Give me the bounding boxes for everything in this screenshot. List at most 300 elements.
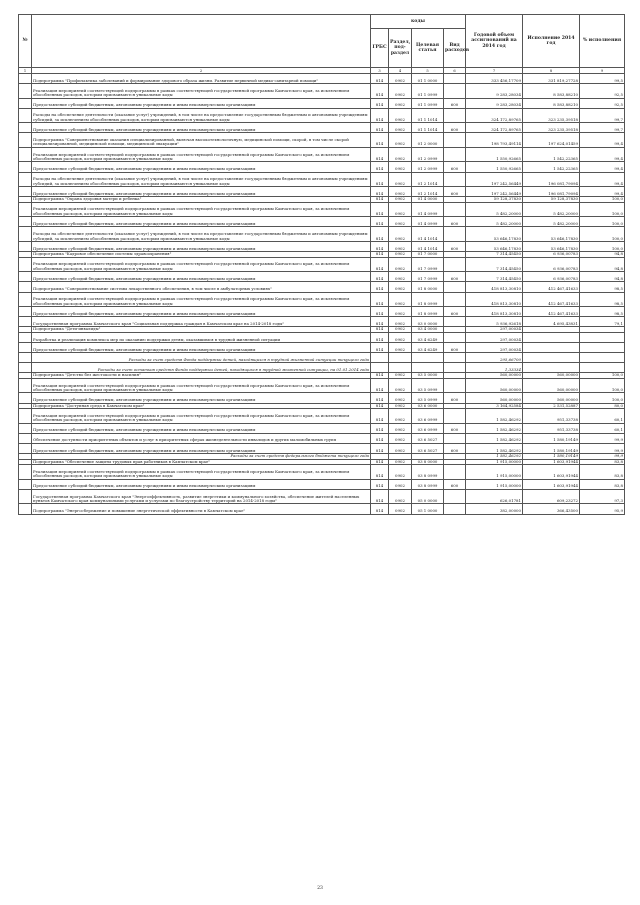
row-expense-type-cell bbox=[444, 409, 466, 424]
budget-report-sheet bbox=[18, 14, 624, 515]
row-execution-cell: 560,00000 bbox=[523, 378, 580, 393]
table-row bbox=[19, 317, 625, 327]
row-execution-cell: 8 583,88210 bbox=[523, 98, 580, 108]
row-target-article-cell: 03 0 0000 bbox=[412, 317, 444, 327]
row-name-cell: Предоставление субсидий бюджетным, автономным учреждениям и иным некоммерческим организациям bbox=[32, 242, 371, 252]
table-row bbox=[19, 242, 625, 252]
row-annual-plan-cell: 1 582,46292 bbox=[466, 443, 523, 453]
row-name-cell: Предоставление субсидий бюджетным, автономным учреждениям и иным некоммерческим организациям bbox=[32, 307, 371, 317]
row-expense-type-cell bbox=[444, 353, 466, 363]
row-target-article-cell: 03 6 5027 bbox=[412, 443, 444, 453]
row-percent-cell: 99,4 bbox=[580, 187, 625, 197]
row-name-cell: Государственная программа Камчатского края "Социальная поддержка граждан в Камчатском крае на 2014-2018 годы" bbox=[32, 317, 371, 327]
row-number-cell bbox=[19, 202, 32, 217]
row-percent-cell bbox=[580, 353, 625, 363]
header-target-article: Целевая статья bbox=[412, 29, 444, 68]
row-percent-cell: 100,0 bbox=[580, 197, 625, 203]
table-row bbox=[19, 98, 625, 108]
table-row bbox=[19, 84, 625, 99]
row-section-cell: 0902 bbox=[389, 465, 412, 480]
row-grbs-cell: 814 bbox=[371, 373, 389, 379]
row-execution-cell: 6 936,00783 bbox=[523, 252, 580, 258]
row-expense-type-cell bbox=[444, 282, 466, 292]
row-percent-cell: 99,9 bbox=[580, 433, 625, 443]
row-annual-plan-cell: 3 164,92584 bbox=[466, 403, 523, 409]
row-annual-plan-cell: 53 646,17830 bbox=[466, 227, 523, 242]
table-row bbox=[19, 465, 625, 480]
row-grbs-cell: 814 bbox=[371, 147, 389, 162]
row-execution-cell: 196 081,79094 bbox=[523, 187, 580, 197]
row-expense-type-cell bbox=[444, 84, 466, 99]
row-name-cell: Подпрограмма "Детство без жестокости и насилия" bbox=[32, 373, 371, 379]
row-target-article-cell: 01 2 0999 bbox=[412, 147, 444, 162]
row-section-cell: 0902 bbox=[389, 292, 412, 307]
column-index: 2 bbox=[32, 68, 371, 74]
row-target-article-cell: 05 1 0000 bbox=[412, 504, 444, 514]
row-target-article-cell: 03 6 0000 bbox=[412, 403, 444, 409]
row-target-article-cell: 01 1 0999 bbox=[412, 98, 444, 108]
row-grbs-cell: 814 bbox=[371, 489, 389, 504]
table-row bbox=[19, 217, 625, 227]
row-execution-cell: 1 580,19149 bbox=[523, 433, 580, 443]
table-row bbox=[19, 433, 625, 443]
row-target-article-cell: 05 0 0000 bbox=[412, 489, 444, 504]
row-name-cell: Расходы на обеспечение деятельности (оказание услуг) учреждений, в том числе на предоставление государственным бюджетным и автономным учреждениям субсидий, за исключением обособленных расходов, которым присваиваются уникальные коды bbox=[32, 108, 371, 123]
row-annual-plan-cell: 9 283,28034 bbox=[466, 98, 523, 108]
column-index: 9 bbox=[580, 68, 625, 74]
row-expense-type-cell: 600 bbox=[444, 123, 466, 133]
row-number-cell bbox=[19, 257, 32, 272]
row-section-cell: 0902 bbox=[389, 332, 412, 342]
table-row bbox=[19, 409, 625, 424]
row-percent-cell: 83,8 bbox=[580, 465, 625, 480]
table-row bbox=[19, 307, 625, 317]
row-number-cell bbox=[19, 353, 32, 363]
row-annual-plan-cell: 1 582,46292 bbox=[466, 454, 523, 460]
row-execution-cell: 366,43500 bbox=[523, 504, 580, 514]
row-section-cell: 0902 bbox=[389, 197, 412, 203]
row-grbs-cell: 814 bbox=[371, 272, 389, 282]
row-target-article-cell: 01 1 0000 bbox=[412, 74, 444, 84]
row-number-cell bbox=[19, 479, 32, 489]
row-percent-cell: 60,1 bbox=[580, 409, 625, 424]
row-target-article-cell: 03 8 0999 bbox=[412, 479, 444, 489]
row-section-cell: 0902 bbox=[389, 257, 412, 272]
table-row bbox=[19, 147, 625, 162]
row-annual-plan-cell: 198 793,49114 bbox=[466, 133, 523, 148]
row-expense-type-cell bbox=[444, 292, 466, 307]
table-row bbox=[19, 227, 625, 242]
row-annual-plan-cell: 1 550,92665 bbox=[466, 162, 523, 172]
row-annual-plan-cell: 9 283,28034 bbox=[466, 84, 523, 99]
row-annual-plan-cell: 333 456,17709 bbox=[466, 74, 523, 84]
row-percent-cell: 100,0 bbox=[580, 242, 625, 252]
row-execution-cell: 1 603,91944 bbox=[523, 479, 580, 489]
row-target-article-cell: 01 4 0999 bbox=[412, 217, 444, 227]
row-annual-plan-cell: 560,00000 bbox=[466, 393, 523, 403]
row-name-cell: Предоставление субсидий бюджетным, автономным учреждениям и иным некоммерческим организациям bbox=[32, 217, 371, 227]
row-section-cell: 0902 bbox=[389, 98, 412, 108]
row-expense-type-cell: 600 bbox=[444, 242, 466, 252]
table-row bbox=[19, 393, 625, 403]
row-name-cell: Предоставление субсидий бюджетным, автономным учреждениям и иным некоммерческим организациям bbox=[32, 98, 371, 108]
row-percent-cell: 92,5 bbox=[580, 98, 625, 108]
row-number-cell bbox=[19, 292, 32, 307]
row-percent-cell: 94,8 bbox=[580, 252, 625, 258]
row-annual-plan-cell: 560,00000 bbox=[466, 378, 523, 393]
row-target-article-cell: 01 2 1014 bbox=[412, 187, 444, 197]
row-name-cell: Предоставление субсидий бюджетным, автономным учреждениям и иным некоммерческим организациям bbox=[32, 479, 371, 489]
row-section-cell: 0902 bbox=[389, 84, 412, 99]
row-name-cell: Предоставление субсидий бюджетным, автономным учреждениям и иным некоммерческим организациям bbox=[32, 423, 371, 433]
row-annual-plan-cell: 297,00034 bbox=[466, 342, 523, 352]
row-target-article-cell bbox=[412, 353, 444, 363]
row-target-article-cell: 03 6 5027 bbox=[412, 433, 444, 443]
row-expense-type-cell: 600 bbox=[444, 187, 466, 197]
row-name-cell: Реализация мероприятий соответствующей подпрограммы в рамках соответствующей государственной программы Камчатского края, за исключением обособленных расходов, которым присваиваются уникальные коды bbox=[32, 147, 371, 162]
row-section-cell: 0902 bbox=[389, 108, 412, 123]
row-section-cell: 0902 bbox=[389, 373, 412, 379]
row-execution-cell: 412 467,41633 bbox=[523, 292, 580, 307]
table-row bbox=[19, 123, 625, 133]
table-row bbox=[19, 187, 625, 197]
row-grbs-cell: 814 bbox=[371, 433, 389, 443]
row-annual-plan-cell: 1 582,46292 bbox=[466, 423, 523, 433]
row-name-cell: Подпрограмма "Доступная среда в Камчатском крае" bbox=[32, 403, 371, 409]
row-name-cell: Расходы за счет средств федерального бюджета текущего года bbox=[32, 454, 371, 460]
row-target-article-cell: 01 1 1014 bbox=[412, 123, 444, 133]
row-name-cell: Подпрограмма "Кадровое обеспечение системы здравоохранения" bbox=[32, 252, 371, 258]
row-annual-plan-cell: 7 314,45450 bbox=[466, 252, 523, 258]
row-name-cell: Подпрограмма "Энергосбережение и повышение энергетической эффективности в Камчатском крае" bbox=[32, 504, 371, 514]
row-section-cell: 0902 bbox=[389, 393, 412, 403]
table-row bbox=[19, 172, 625, 187]
row-expense-type-cell bbox=[444, 378, 466, 393]
row-number-cell bbox=[19, 74, 32, 84]
row-execution-cell bbox=[523, 353, 580, 363]
row-name-cell: Реализация мероприятий соответствующей подпрограммы в рамках соответствующей государственной программы Камчатского края, за исключением обособленных расходов, которым присваиваются уникальные коды bbox=[32, 378, 371, 393]
row-execution-cell: 5 482,20000 bbox=[523, 217, 580, 227]
row-section-cell: 0902 bbox=[389, 133, 412, 148]
row-annual-plan-cell: 5 482,20000 bbox=[466, 217, 523, 227]
row-target-article-cell: 01 2 1014 bbox=[412, 172, 444, 187]
row-number-cell bbox=[19, 423, 32, 433]
row-execution-cell: 951,33738 bbox=[523, 409, 580, 424]
row-number-cell bbox=[19, 84, 32, 99]
row-expense-type-cell bbox=[444, 133, 466, 148]
column-index: 5 bbox=[412, 68, 444, 74]
row-name-cell: Реализация мероприятий соответствующей подпрограммы в рамках соответствующей государственной программы Камчатского края, за исключением обособленных расходов, которым присваиваются уникальные коды bbox=[32, 409, 371, 424]
row-number-cell bbox=[19, 187, 32, 197]
row-grbs-cell: 814 bbox=[371, 187, 389, 197]
table-row bbox=[19, 202, 625, 217]
row-target-article-cell: 01 1 0999 bbox=[412, 84, 444, 99]
row-execution-cell: 1 542,22365 bbox=[523, 162, 580, 172]
row-section-cell: 0902 bbox=[389, 479, 412, 489]
row-number-cell bbox=[19, 489, 32, 504]
row-execution-cell: 6 936,00783 bbox=[523, 272, 580, 282]
row-name-cell: Подпрограмма "Охрана здоровья матери и ребенка" bbox=[32, 197, 371, 203]
row-name-cell: Реализация мероприятий соответствующей подпрограммы в рамках соответствующей государственной программы Камчатского края, за исключением обособленных расходов, которым присваиваются уникальные коды bbox=[32, 84, 371, 99]
row-grbs-cell: 814 bbox=[371, 504, 389, 514]
row-section-cell bbox=[389, 363, 412, 373]
row-section-cell: 0902 bbox=[389, 227, 412, 242]
row-expense-type-cell bbox=[444, 74, 466, 84]
row-number-cell bbox=[19, 393, 32, 403]
row-annual-plan-cell: 297,00034 bbox=[466, 332, 523, 342]
table-row bbox=[19, 489, 625, 504]
row-annual-plan-cell: 418 813,30810 bbox=[466, 282, 523, 292]
row-section-cell: 0902 bbox=[389, 378, 412, 393]
row-expense-type-cell bbox=[444, 257, 466, 272]
row-target-article-cell: 01 4 0999 bbox=[412, 202, 444, 217]
row-name-cell: Подпрограмма "Профилактика заболеваний и формирование здорового образа жизни. Развитие первичной медико-санитарной помощи" bbox=[32, 74, 371, 84]
table-row bbox=[19, 332, 625, 342]
row-grbs-cell: 814 bbox=[371, 217, 389, 227]
header-name bbox=[32, 15, 371, 68]
row-percent-cell: 99,9 bbox=[580, 454, 625, 460]
row-grbs-cell: 814 bbox=[371, 74, 389, 84]
table-row bbox=[19, 353, 625, 363]
row-name-cell: Реализация мероприятий соответствующей подпрограммы в рамках соответствующей государственной программы Камчатского края, за исключением обособленных расходов, которым присваиваются уникальные коды bbox=[32, 257, 371, 272]
row-execution-cell bbox=[523, 332, 580, 342]
row-execution-cell: 1 580,19149 bbox=[523, 454, 580, 460]
row-grbs-cell: 814 bbox=[371, 403, 389, 409]
row-annual-plan-cell: 5 936,92618 bbox=[466, 317, 523, 327]
row-section-cell: 0902 bbox=[389, 147, 412, 162]
row-name-cell: Предоставление субсидий бюджетным, автономным учреждениям и иным некоммерческим организациям bbox=[32, 342, 371, 352]
header-percent: % исполнения bbox=[580, 15, 625, 68]
row-percent-cell bbox=[580, 363, 625, 373]
row-execution-cell: 1 542,22365 bbox=[523, 147, 580, 162]
column-index: 3 bbox=[371, 68, 389, 74]
row-number-cell bbox=[19, 465, 32, 480]
row-expense-type-cell bbox=[444, 489, 466, 504]
row-grbs-cell: 814 bbox=[371, 393, 389, 403]
row-annual-plan-cell: 7 314,45450 bbox=[466, 257, 523, 272]
row-percent-cell: 80,0 bbox=[580, 403, 625, 409]
row-name-cell: Разработка и реализация комплекса мер по оказанию поддержки детям, оказавшимся в трудной жизненной ситуации bbox=[32, 332, 371, 342]
row-percent-cell: 100,0 bbox=[580, 227, 625, 242]
row-number-cell bbox=[19, 282, 32, 292]
row-section-cell: 0902 bbox=[389, 217, 412, 227]
row-grbs-cell: 814 bbox=[371, 162, 389, 172]
row-target-article-cell: 03 8 0000 bbox=[412, 459, 444, 465]
row-section-cell: 0902 bbox=[389, 252, 412, 258]
row-execution-cell: 609,23272 bbox=[523, 489, 580, 504]
row-execution-cell: 560,00000 bbox=[523, 373, 580, 379]
row-section-cell bbox=[389, 353, 412, 363]
row-section-cell: 0902 bbox=[389, 74, 412, 84]
row-number-cell bbox=[19, 162, 32, 172]
row-expense-type-cell: 600 bbox=[444, 342, 466, 352]
row-grbs-cell: 814 bbox=[371, 332, 389, 342]
row-annual-plan-cell: 5 482,20000 bbox=[466, 202, 523, 217]
row-annual-plan-cell: 1 582,46292 bbox=[466, 409, 523, 424]
row-expense-type-cell bbox=[444, 363, 466, 373]
row-annual-plan-cell: 1 915,00000 bbox=[466, 459, 523, 465]
row-percent-cell: 99,4 bbox=[580, 133, 625, 148]
row-grbs-cell: 814 bbox=[371, 327, 389, 333]
row-expense-type-cell bbox=[444, 147, 466, 162]
row-target-article-cell: 01 7 0000 bbox=[412, 252, 444, 258]
table-row bbox=[19, 443, 625, 453]
row-grbs-cell: 814 bbox=[371, 307, 389, 317]
row-number-cell bbox=[19, 242, 32, 252]
row-name-cell: Подпрограмма "Совершенствование системы лекарственного обеспечения, в том числе в амбулаторных условиях" bbox=[32, 282, 371, 292]
row-grbs-cell: 814 bbox=[371, 479, 389, 489]
row-section-cell: 0902 bbox=[389, 282, 412, 292]
row-section-cell: 0902 bbox=[389, 409, 412, 424]
header-expense-type: Вид расходов bbox=[444, 29, 466, 68]
row-section-cell: 0902 bbox=[389, 317, 412, 327]
table-row bbox=[19, 292, 625, 307]
row-number-cell bbox=[19, 504, 32, 514]
row-number-cell bbox=[19, 108, 32, 123]
row-target-article-cell: 03 5 0999 bbox=[412, 393, 444, 403]
row-section-cell: 0902 bbox=[389, 423, 412, 433]
row-percent-cell: 92,5 bbox=[580, 84, 625, 99]
row-expense-type-cell: 600 bbox=[444, 98, 466, 108]
row-execution-cell: 412 467,41633 bbox=[523, 307, 580, 317]
row-annual-plan-cell: 1,33334 bbox=[466, 363, 523, 373]
row-percent-cell: 99,4 bbox=[580, 162, 625, 172]
row-percent-cell: 60,1 bbox=[580, 423, 625, 433]
table-row bbox=[19, 282, 625, 292]
row-grbs-cell: 814 bbox=[371, 378, 389, 393]
header-execution: Исполнение 2014 год bbox=[523, 15, 580, 68]
table-row bbox=[19, 108, 625, 123]
row-grbs-cell: 814 bbox=[371, 317, 389, 327]
row-target-article-cell: 01 8 0999 bbox=[412, 292, 444, 307]
column-index: 1 bbox=[19, 68, 32, 74]
row-target-article-cell: 03 6 0999 bbox=[412, 423, 444, 433]
column-index: 7 bbox=[466, 68, 523, 74]
row-percent-cell: 99,9 bbox=[580, 443, 625, 453]
page-number: 23 bbox=[317, 886, 323, 891]
row-grbs-cell: 814 bbox=[371, 459, 389, 465]
row-expense-type-cell bbox=[444, 227, 466, 242]
row-execution-cell: 53 646,17830 bbox=[523, 242, 580, 252]
row-annual-plan-cell: 197 242,56449 bbox=[466, 187, 523, 197]
row-percent-cell: 99,7 bbox=[580, 123, 625, 133]
row-execution-cell: 5 482,20000 bbox=[523, 202, 580, 217]
row-annual-plan-cell: 1 915,00000 bbox=[466, 465, 523, 480]
row-grbs-cell: 814 bbox=[371, 342, 389, 352]
row-expense-type-cell: 600 bbox=[444, 272, 466, 282]
row-percent-cell bbox=[580, 342, 625, 352]
row-annual-plan-cell: 197 242,56449 bbox=[466, 172, 523, 187]
row-percent-cell: 99,7 bbox=[580, 108, 625, 123]
row-number-cell bbox=[19, 272, 32, 282]
row-section-cell: 0902 bbox=[389, 504, 412, 514]
row-percent-cell: 99,4 bbox=[580, 147, 625, 162]
row-grbs-cell: 814 bbox=[371, 282, 389, 292]
row-annual-plan-cell: 324 172,89765 bbox=[466, 123, 523, 133]
row-name-cell: Предоставление субсидий бюджетным, автономным учреждениям и иным некоммерческим организациям bbox=[32, 162, 371, 172]
row-target-article-cell: 03 4 0000 bbox=[412, 327, 444, 333]
row-name-cell: Предоставление субсидий бюджетным, автономным учреждениям и иным некоммерческим организациям bbox=[32, 443, 371, 453]
row-number-cell bbox=[19, 363, 32, 373]
row-grbs-cell: 814 bbox=[371, 409, 389, 424]
row-annual-plan-cell: 1 550,92665 bbox=[466, 147, 523, 162]
row-execution-cell: 1 580,19149 bbox=[523, 443, 580, 453]
row-annual-plan-cell: 1 915,00000 bbox=[466, 479, 523, 489]
row-expense-type-cell bbox=[444, 332, 466, 342]
row-percent-cell: 99,4 bbox=[580, 172, 625, 187]
row-execution-cell: 53 646,17830 bbox=[523, 227, 580, 242]
table-row bbox=[19, 162, 625, 172]
row-execution-cell: 197 624,01459 bbox=[523, 133, 580, 148]
table-row bbox=[19, 504, 625, 514]
row-number-cell bbox=[19, 172, 32, 187]
row-section-cell: 0902 bbox=[389, 433, 412, 443]
table-row bbox=[19, 74, 625, 84]
row-percent-cell: 83,8 bbox=[580, 459, 625, 465]
table-header bbox=[19, 15, 625, 74]
row-execution-cell bbox=[523, 363, 580, 373]
row-expense-type-cell: 600 bbox=[444, 162, 466, 172]
row-number-cell bbox=[19, 378, 32, 393]
row-number-cell bbox=[19, 443, 32, 453]
row-expense-type-cell bbox=[444, 317, 466, 327]
row-annual-plan-cell: 59 128,37830 bbox=[466, 197, 523, 203]
row-expense-type-cell bbox=[444, 433, 466, 443]
row-percent-cell: 79,1 bbox=[580, 317, 625, 327]
row-grbs-cell: 814 bbox=[371, 257, 389, 272]
row-number-cell bbox=[19, 409, 32, 424]
row-percent-cell bbox=[580, 332, 625, 342]
row-percent-cell: 98,5 bbox=[580, 282, 625, 292]
column-index: 4 bbox=[389, 68, 412, 74]
row-annual-plan-cell: 324 172,89765 bbox=[466, 108, 523, 123]
row-target-article-cell: 01 4 1014 bbox=[412, 227, 444, 242]
row-number-cell bbox=[19, 332, 32, 342]
row-annual-plan-cell: 53 646,17830 bbox=[466, 242, 523, 252]
row-execution-cell: 412 467,41633 bbox=[523, 282, 580, 292]
row-section-cell: 0902 bbox=[389, 342, 412, 352]
row-annual-plan-cell: 418 813,30810 bbox=[466, 307, 523, 317]
row-section-cell: 0902 bbox=[389, 272, 412, 282]
row-section-cell: 0902 bbox=[389, 307, 412, 317]
row-annual-plan-cell: 418 813,30810 bbox=[466, 292, 523, 307]
row-section-cell: 0902 bbox=[389, 123, 412, 133]
row-target-article-cell: 01 2 0999 bbox=[412, 162, 444, 172]
row-execution-cell bbox=[523, 342, 580, 352]
row-execution-cell: 560,00000 bbox=[523, 393, 580, 403]
row-percent-cell: 97,3 bbox=[580, 489, 625, 504]
row-target-article-cell bbox=[412, 363, 444, 373]
table-row bbox=[19, 257, 625, 272]
row-name-cell: Расходы за счет остатков средств Фонда поддержки детей, находящихся в трудной жизненной ситуации, на 01.01.2014 года bbox=[32, 363, 371, 373]
table-row bbox=[19, 342, 625, 352]
row-grbs-cell: 814 bbox=[371, 197, 389, 203]
header-codes: коды bbox=[371, 15, 466, 29]
row-number-cell bbox=[19, 133, 32, 148]
row-execution-cell: 4 695,43831 bbox=[523, 317, 580, 327]
row-percent-cell: 95,9 bbox=[580, 504, 625, 514]
row-name-cell: Предоставление субсидий бюджетным, автономным учреждениям и иным некоммерческим организациям bbox=[32, 272, 371, 282]
row-number-cell bbox=[19, 123, 32, 133]
row-number-cell bbox=[19, 342, 32, 352]
row-expense-type-cell bbox=[444, 172, 466, 187]
row-number-cell bbox=[19, 307, 32, 317]
row-name-cell: Расходы на обеспечение деятельности (оказание услуг) учреждений, в том числе на предоставление государственным бюджетным и автономным учреждениям субсидий, за исключением обособленных расходов, которым присваиваются уникальные коды bbox=[32, 227, 371, 242]
row-target-article-cell: 03 6 0999 bbox=[412, 409, 444, 424]
row-expense-type-cell bbox=[444, 108, 466, 123]
table-row bbox=[19, 423, 625, 433]
row-number-cell bbox=[19, 217, 32, 227]
